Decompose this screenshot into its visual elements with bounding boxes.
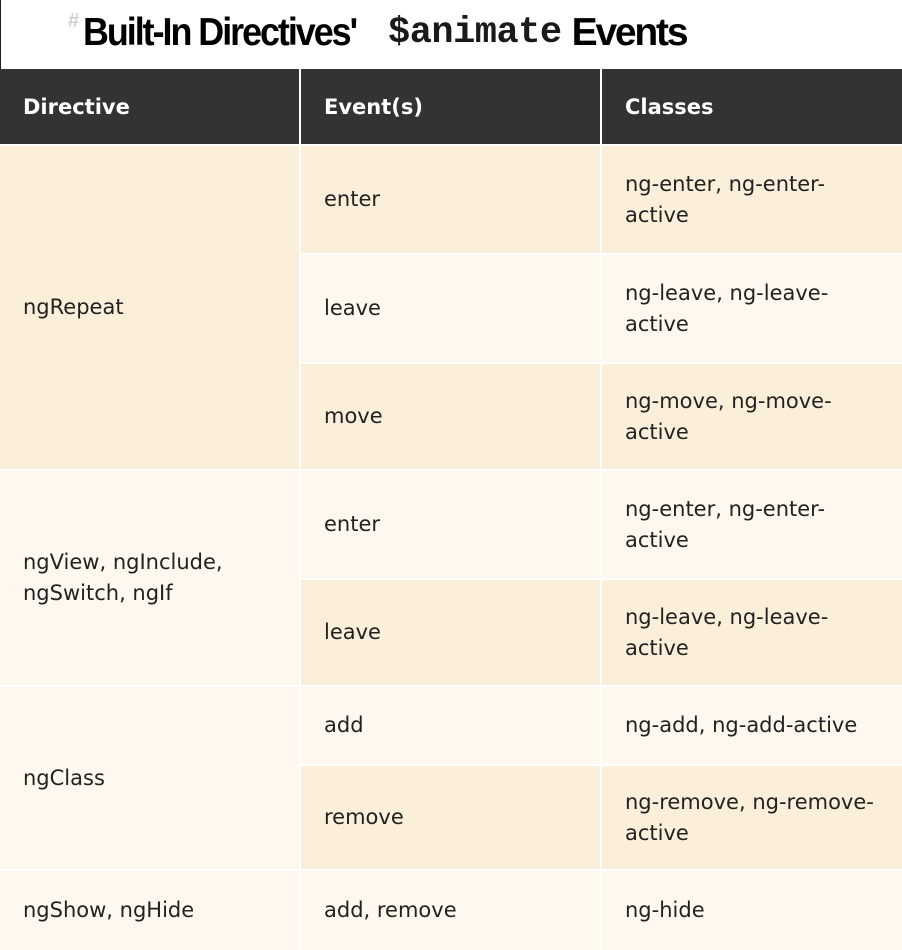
classes-cell: ng-move, ng-move-active — [601, 363, 902, 470]
table-row — [0, 145, 902, 254]
classes-cell: ng-enter, ng-enter-active — [601, 145, 902, 254]
directive-cell: ngShow, ngHide — [0, 870, 300, 950]
classes-cell: ng-add, ng-add-active — [601, 686, 902, 765]
header-classes: Classes — [601, 69, 902, 145]
header-directive: Directive — [0, 69, 300, 145]
table-row — [0, 870, 902, 950]
directive-cell: ngView, ngInclude, ngSwitch, ngIf — [0, 470, 300, 686]
directive-cell: ngClass — [0, 686, 300, 870]
classes-cell: ng-enter, ng-enter-active — [601, 470, 902, 579]
table-row — [0, 470, 902, 579]
event-cell: leave — [300, 579, 601, 686]
directives-events-table — [0, 69, 902, 950]
classes-cell: ng-hide — [601, 870, 902, 950]
event-cell: remove — [300, 765, 601, 870]
anchor-hash-link[interactable]: # — [68, 10, 80, 32]
header-row — [0, 69, 902, 145]
event-cell: add, remove — [300, 870, 601, 950]
page-title — [68, 0, 686, 66]
event-cell: leave — [300, 254, 601, 363]
classes-cell: ng-leave, ng-leave-active — [601, 579, 902, 686]
title-text-part2: Events — [571, 11, 687, 54]
directive-cell: ngRepeat — [0, 145, 300, 470]
classes-cell: ng-remove, ng-remove-active — [601, 765, 902, 870]
title-text-part1: Built-In Directives' — [83, 11, 357, 54]
header-events: Event(s) — [300, 69, 601, 145]
event-cell: enter — [300, 470, 601, 579]
classes-cell: ng-leave, ng-leave-active — [601, 254, 902, 363]
title-code: $animate — [387, 12, 562, 54]
table-row — [0, 686, 902, 765]
event-cell: move — [300, 363, 601, 470]
table-body — [0, 145, 902, 950]
event-cell: add — [300, 686, 601, 765]
table-header — [0, 69, 902, 145]
event-cell: enter — [300, 145, 601, 254]
